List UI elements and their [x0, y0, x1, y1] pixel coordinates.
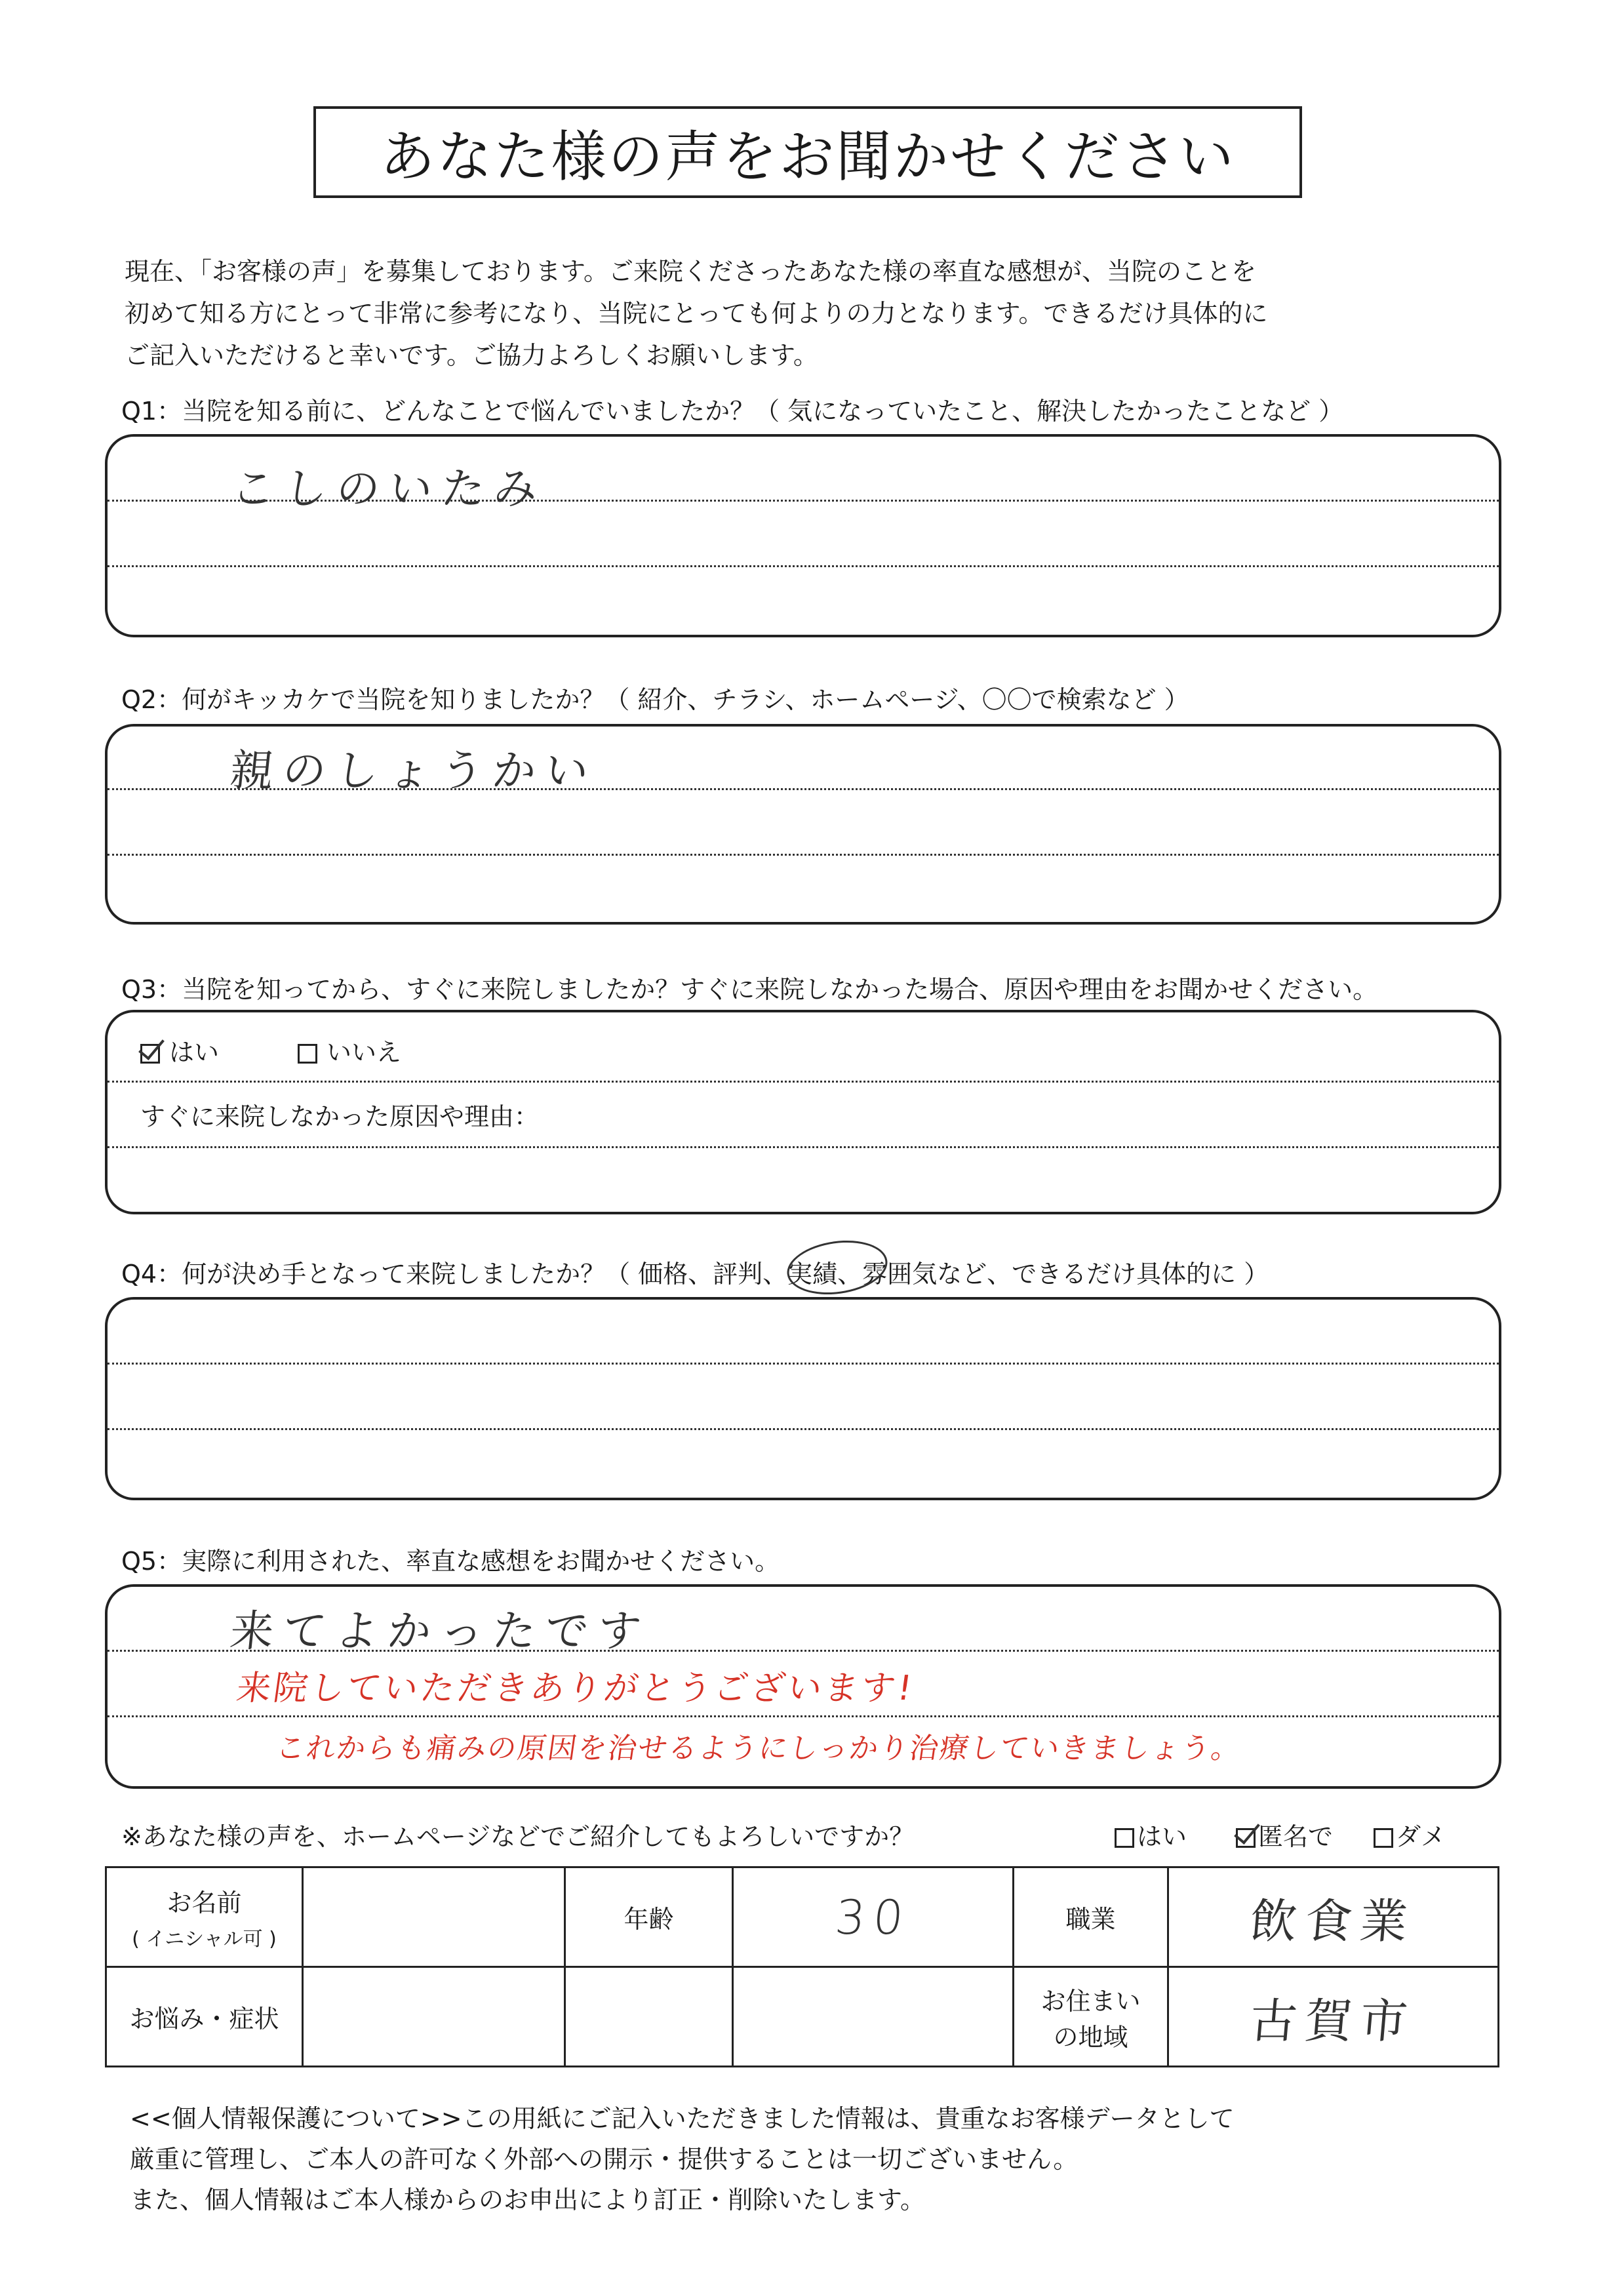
- checkbox-checked-icon[interactable]: [1236, 1828, 1256, 1848]
- hand-circle-mark: [783, 1235, 891, 1301]
- checkbox-checked-icon[interactable]: [140, 1044, 160, 1064]
- symptom-label: お悩み・症状: [106, 1967, 303, 2067]
- q5-answer: 来てよかったです: [228, 1606, 653, 1656]
- symptom-field-3[interactable]: [733, 1967, 1014, 2067]
- q3-answer-box[interactable]: [105, 1010, 1501, 1214]
- q5-staff-reply-1: 来院していただきありがとうございます!: [234, 1669, 917, 1708]
- q3-label: Q3：当院を知ってから、すぐに来院しましたか？すぐに来院しなかった場合、原因や理由をお聞かせください。: [121, 975, 1378, 1004]
- checkbox-icon[interactable]: [1374, 1828, 1393, 1848]
- q3-option-no-label: いいえ: [327, 1038, 402, 1067]
- q5-staff-reply-2: これからも痛みの原因を治せるようにしっかり治療していきましょう。: [273, 1732, 1244, 1765]
- answer-line: [108, 1428, 1499, 1430]
- q1-answer-box[interactable]: [105, 434, 1501, 637]
- q2-label: Q2：何がキッカケで当院を知りましたか？（ 紹介、チラシ、ホームページ、〇〇で検索など ）: [121, 685, 1189, 714]
- answer-line: [108, 1146, 1499, 1148]
- name-label: お名前: [167, 1888, 242, 1917]
- job-label: 職業: [1014, 1867, 1168, 1967]
- area-label-cell: [1014, 1967, 1168, 2067]
- checkbox-icon[interactable]: [298, 1044, 317, 1064]
- consent-option-no[interactable]: [1374, 1816, 1446, 1852]
- checkbox-icon[interactable]: [1115, 1828, 1134, 1848]
- q1-label: Q1：当院を知る前に、どんなことで悩んでいましたか？（ 気になっていたこと、解決したかったことなど ）: [121, 397, 1344, 426]
- privacy-line: <<個人情報保護について>>この用紙にご記入いただきました情報は、貴重なお客様データとして: [130, 2104, 1235, 2133]
- intro-line: ご記入いただけると幸いです。ご協力よろしくお願いします。: [125, 341, 818, 370]
- name-field[interactable]: [303, 1867, 565, 1967]
- consent-yes-label: はい: [1137, 1822, 1187, 1851]
- consent-option-yes[interactable]: [1115, 1816, 1187, 1852]
- consent-anon-label: 匿名で: [1258, 1822, 1334, 1851]
- name-label-cell: [106, 1867, 303, 1967]
- answer-line: [108, 1081, 1499, 1083]
- intro-line: 初めて知る方にとって非常に参考になり、当院にとっても何よりの力となります。できるだけ具体的に: [125, 299, 1268, 328]
- answer-line: [108, 1715, 1499, 1717]
- answer-line: [108, 854, 1499, 856]
- q3-option-no[interactable]: [298, 1032, 401, 1068]
- name-sublabel: ( イニシャル可 ): [132, 1928, 277, 1951]
- customer-info-table: [105, 1866, 1499, 2067]
- q3-reason-label: すぐに来院しなかった原因や理由：: [140, 1102, 540, 1131]
- privacy-line: また、個人情報はご本人様からのお申出により訂正・削除いたします。: [130, 2185, 925, 2214]
- consent-no-label: ダメ: [1396, 1822, 1446, 1851]
- symptom-field-2[interactable]: [565, 1967, 733, 2067]
- age-field[interactable]: [733, 1867, 1014, 1967]
- symptom-field-1[interactable]: [303, 1967, 565, 2067]
- consent-option-anonymous[interactable]: [1236, 1816, 1333, 1852]
- intro-text: [125, 250, 1515, 376]
- answer-line: [108, 565, 1499, 567]
- area-label-line1: お住まい: [1040, 1986, 1141, 2016]
- answer-line: [108, 1363, 1499, 1365]
- consent-question: ※あなた様の声を、ホームページなどでご紹介してもよろしいですか？: [121, 1822, 915, 1851]
- job-field[interactable]: [1168, 1867, 1499, 1967]
- q2-answer-box[interactable]: [105, 724, 1501, 925]
- area-field[interactable]: [1168, 1967, 1499, 2067]
- q5-label: Q5：実際に利用された、率直な感想をお聞かせください。: [121, 1547, 780, 1576]
- q1-answer: こしのいたみ: [229, 464, 549, 514]
- q2-answer: 親のしょうかい: [228, 746, 601, 796]
- q5-answer-box[interactable]: [105, 1584, 1501, 1789]
- age-label: 年齢: [565, 1867, 733, 1967]
- q3-option-yes-label: はい: [169, 1038, 220, 1067]
- intro-line: 現在、「お客様の声」を募集しております。ご来院くださったあなた様の率直な感想が、当院のことを: [125, 257, 1256, 286]
- q3-option-yes[interactable]: [140, 1032, 219, 1068]
- page-title: あなた様の声をお聞かせください: [313, 106, 1302, 198]
- job-value: 飲食業: [1248, 1893, 1418, 1949]
- q4-answer-box[interactable]: [105, 1297, 1501, 1500]
- privacy-line: 厳重に管理し、ご本人の許可なく外部への開示・提供することは一切ございません。: [130, 2145, 1079, 2174]
- q4-label: Q4：何が決め手となって来院しましたか？（ 価格、評判、実績、雰囲気など、できるだけ具体的に ）: [121, 1260, 1269, 1288]
- age-value: 30: [833, 1889, 913, 1945]
- area-value: 古賀市: [1248, 1993, 1418, 2048]
- privacy-notice: [130, 2098, 1507, 2220]
- area-label-line2: の地域: [1053, 2022, 1128, 2052]
